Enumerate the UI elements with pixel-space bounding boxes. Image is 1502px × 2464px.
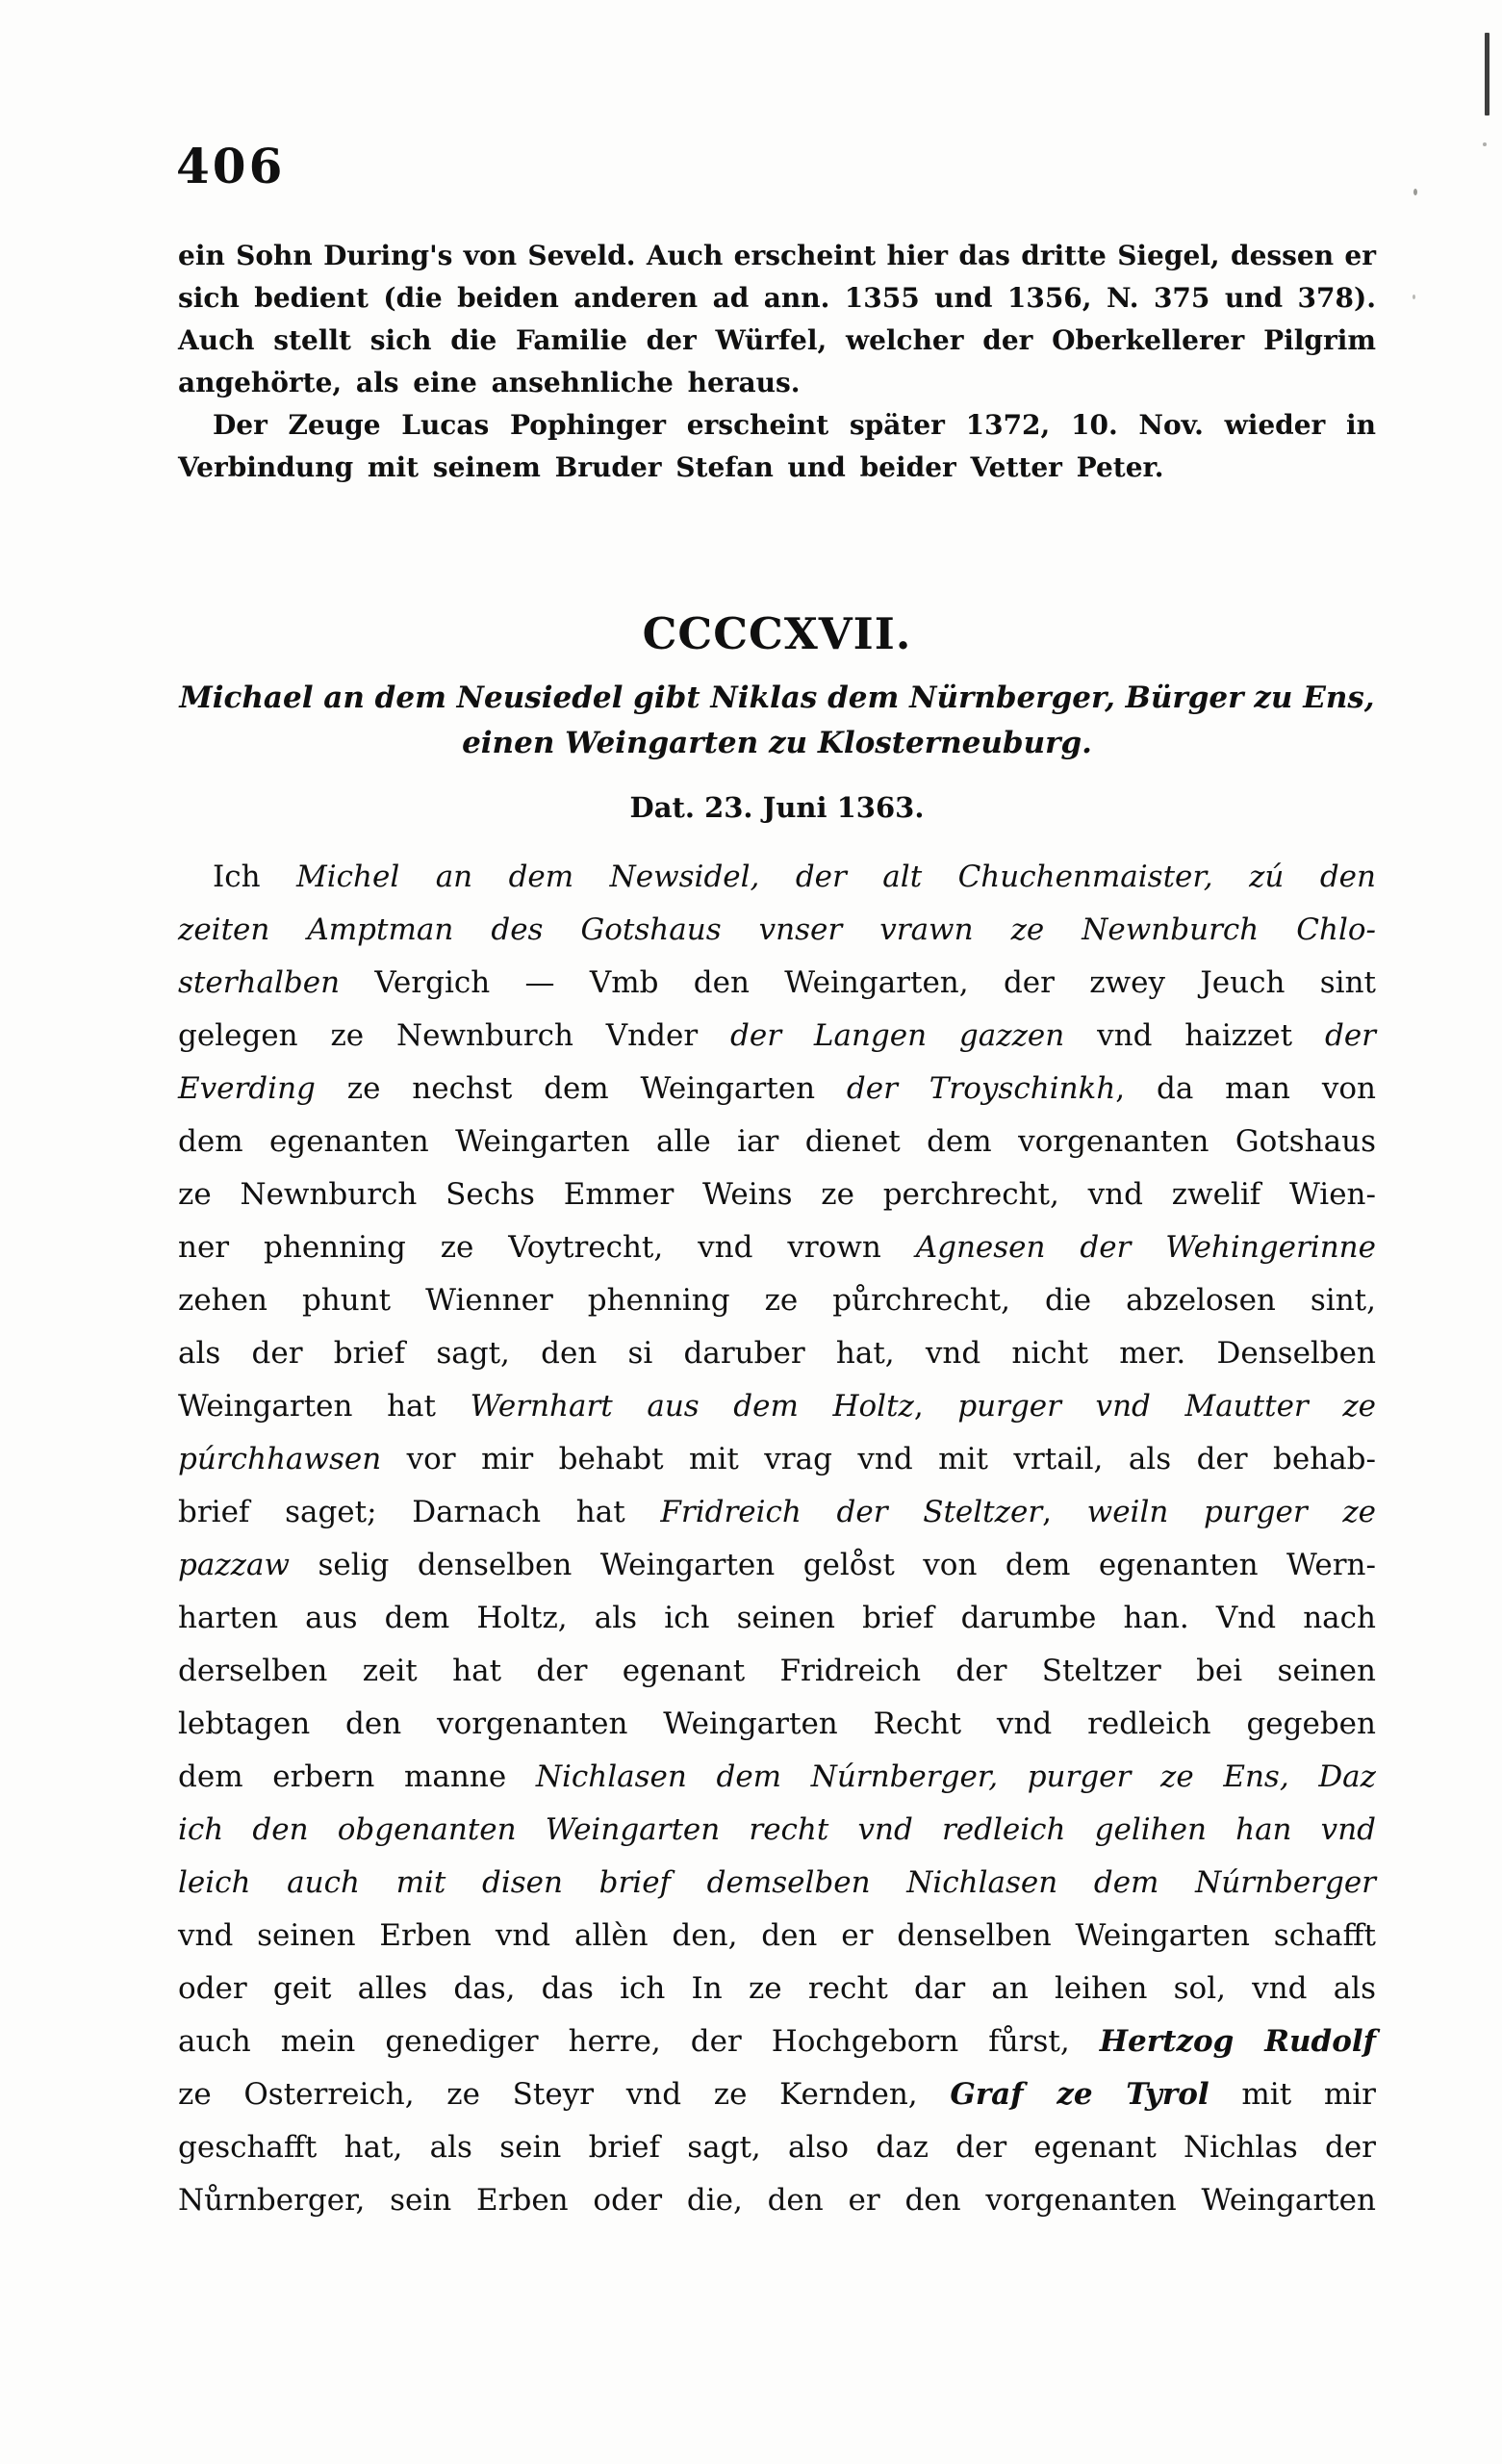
roman-text-run: derselben zeit hat der egenant Fridreich der Steltzer bei seinen xyxy=(178,1654,1376,1688)
roman-text-run: dem erbern manne xyxy=(178,1759,536,1794)
italic-text-run: Hertzog Rudolf xyxy=(1099,2024,1376,2059)
text-line xyxy=(178,1963,1376,2015)
italic-text-run: purger vnd Mautter ze xyxy=(957,1389,1376,1424)
roman-text-run: Ich xyxy=(213,860,297,894)
text-line xyxy=(178,1486,1376,1539)
italic-text-run: sterhalben xyxy=(178,965,341,1000)
charter-body xyxy=(178,851,1376,2227)
text-line xyxy=(178,1327,1376,1380)
italic-text-run: leich auch mit disen brief demselben Nichlasen dem Núrnberger xyxy=(178,1865,1376,1900)
scan-artifact-dot xyxy=(1483,142,1487,146)
text-line xyxy=(178,320,1376,362)
text-line xyxy=(178,1910,1376,1963)
italic-text-run: púrchhawsen xyxy=(178,1442,382,1476)
italic-text-run: Graf ze Tyrol xyxy=(950,2077,1209,2112)
italic-text-run: der Troyschinkh xyxy=(846,1071,1116,1106)
roman-text-run: ze Osterreich, ze Steyr vnd ze Kernden, xyxy=(178,2077,951,2112)
text-line xyxy=(178,2174,1376,2227)
italic-text-run: Agnesen der Wehingerinne xyxy=(915,1230,1376,1265)
text-line xyxy=(178,904,1376,957)
roman-text-run: auch mein genediger herre, der Hochgeborn fůrst, xyxy=(178,2024,1100,2059)
text-line xyxy=(178,1380,1376,1433)
text-line xyxy=(178,404,1376,447)
roman-text-run: harten aus dem Holtz, als ich seinen brief darumbe han. Vnd nach xyxy=(178,1601,1376,1635)
italic-text-run: pazzaw xyxy=(178,1548,291,1582)
roman-text-run: Verbindung mit seinem Bruder Stefan und beider Vetter Peter. xyxy=(178,451,1164,483)
roman-text-run: , xyxy=(913,1389,958,1424)
text-line xyxy=(178,1592,1376,1645)
text-line xyxy=(178,1168,1376,1221)
text-line xyxy=(178,2015,1376,2068)
roman-text-run: als der brief sagt, den si daruber hat, vnd nicht mer. Denselben xyxy=(178,1336,1376,1371)
text-line xyxy=(178,1804,1376,1857)
roman-text-run: dem egenanten Weingarten alle iar dienet dem vorgenanten Gotshaus xyxy=(178,1124,1376,1159)
roman-text-run: ner phenning ze Voytrecht, vnd vrown xyxy=(178,1230,916,1265)
scan-artifact-dot xyxy=(1413,295,1415,299)
italic-text-run: Nichlasen dem Núrnberger, purger ze Ens, Daz xyxy=(535,1759,1376,1794)
text-line xyxy=(178,1857,1376,1910)
text-line xyxy=(178,1063,1376,1116)
italic-text-run: der Langen gazzen xyxy=(730,1018,1065,1053)
roman-text-run: ze nechst dem Weingarten xyxy=(315,1071,847,1106)
roman-text-run: sich bedient (die beiden anderen ad ann. 1355 und 1356, N. 375 und 378). xyxy=(178,282,1376,314)
roman-text-run: oder geit alles das, das ich In ze recht dar an leihen sol, vnd als xyxy=(178,1971,1376,2006)
roman-text-run: Der Zeuge Lucas Pophinger erscheint später 1372, 10. Nov. wieder in xyxy=(213,409,1376,441)
text-line xyxy=(178,1274,1376,1327)
italic-text-run: Michel an dem Newsidel, der alt Chuchenmaister, zú den xyxy=(296,860,1376,894)
italic-text-run: der xyxy=(1324,1018,1376,1053)
text-line xyxy=(178,1645,1376,1698)
roman-text-run: angehörte, als eine ansehnliche heraus. xyxy=(178,367,801,398)
text-line xyxy=(178,851,1376,904)
text-line xyxy=(178,277,1376,320)
text-line xyxy=(178,235,1376,277)
roman-text-run: geschafft hat, als sein brief sagt, also daz der egenant Nichlas der xyxy=(178,2130,1376,2165)
roman-text-run: ein Sohn During's von Seveld. Auch erscheint hier das dritte Siegel, dessen er xyxy=(178,240,1376,271)
text-line xyxy=(178,1698,1376,1751)
roman-text-run: , xyxy=(1042,1495,1087,1529)
page-number: 406 xyxy=(176,138,286,194)
roman-text-run: gelegen ze Newnburch Vnder xyxy=(178,1018,731,1053)
charter-summary-line-1: Michael an dem Neusiedel gibt Niklas dem Nürnberger, Bürger zu Ens, xyxy=(179,680,1375,715)
text-line xyxy=(178,1539,1376,1592)
text-line xyxy=(178,1433,1376,1486)
italic-text-run: ich den obgenanten Weingarten recht vnd redleich gelihen han vnd xyxy=(178,1812,1376,1847)
scan-artifact-dot xyxy=(1413,189,1417,195)
roman-text-run: Nůrnberger, sein Erben oder die, den er den vorgenanten Weingarten xyxy=(178,2183,1376,2218)
roman-text-run: Weingarten hat xyxy=(178,1389,471,1424)
text-line xyxy=(178,957,1376,1010)
roman-text-run: vor mir behabt mit vrag vnd mit vrtail, als der behab- xyxy=(381,1442,1376,1476)
intro-paragraph xyxy=(178,235,1376,489)
text-line xyxy=(178,1116,1376,1168)
roman-text-run: mit mir xyxy=(1209,2077,1376,2112)
italic-text-run: zeiten Amptman des Gotshaus vnser vrawn ze Newnburch Chlo- xyxy=(178,912,1376,947)
text-line xyxy=(178,1221,1376,1274)
charter-summary-line-2: einen Weingarten zu Klosterneuburg. xyxy=(462,726,1092,760)
charter-summary xyxy=(178,676,1376,766)
text-line xyxy=(178,2068,1376,2121)
text-line xyxy=(178,447,1376,489)
roman-text-run: Vergich — Vmb den Weingarten, der zwey Jeuch sint xyxy=(340,965,1376,1000)
roman-text-run: zehen phunt Wienner phenning ze půrchrecht, die abzelosen sint, xyxy=(178,1283,1376,1318)
charter-dateline: Dat. 23. Juni 1363. xyxy=(629,791,925,824)
text-line xyxy=(178,1751,1376,1804)
roman-text-run: selig denselben Weingarten gelo̊st von dem egenanten Wern- xyxy=(290,1548,1376,1582)
text-line xyxy=(178,2121,1376,2174)
scan-artifact-bar xyxy=(1485,33,1489,116)
roman-text-run: brief saget; Darnach hat xyxy=(178,1495,661,1529)
roman-text-run: vnd haizzet xyxy=(1064,1018,1325,1053)
roman-text-run: lebtagen den vorgenanten Weingarten Recht vnd redleich gegeben xyxy=(178,1707,1376,1741)
italic-text-run: Fridreich der Steltzer xyxy=(660,1495,1043,1529)
roman-text-run: Auch stellt sich die Familie der Würfel, welcher der Oberkellerer Pilgrim xyxy=(178,324,1376,356)
text-line xyxy=(178,362,1376,404)
roman-text-run: ze Newnburch Sechs Emmer Weins ze perchrecht, vnd zwelif Wien- xyxy=(178,1177,1376,1212)
text-line xyxy=(178,1010,1376,1063)
charter-number-heading: CCCCXVII. xyxy=(642,608,912,659)
italic-text-run: Everding xyxy=(178,1071,316,1106)
roman-text-run: vnd seinen Erben vnd allèn den, den er denselben Weingarten schafft xyxy=(178,1918,1376,1953)
italic-text-run: weiln purger ze xyxy=(1086,1495,1376,1529)
roman-text-run: , da man von xyxy=(1115,1071,1377,1106)
italic-text-run: Wernhart aus dem Holtz xyxy=(470,1389,914,1424)
